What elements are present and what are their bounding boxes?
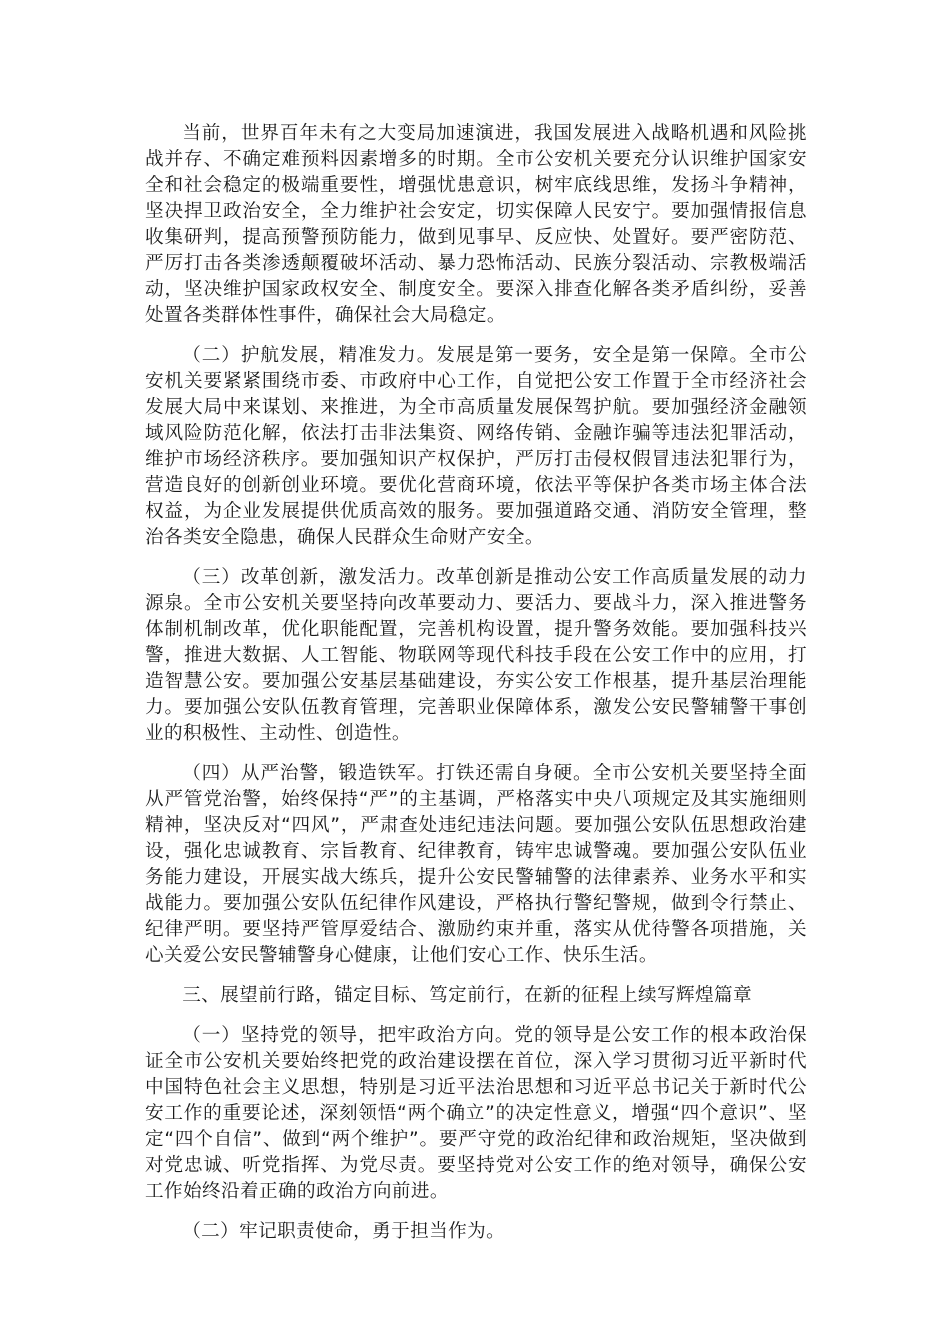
paragraph-party-leadership: （一）坚持党的领导，把牢政治方向。党的领导是公安工作的根本政治保证全市公安机关要始终把党的政治建设摆在首位，深入学习贯彻习近平新时代中国特色社会主义思想，特别是习近平法治思想和习近平总书记关于新时代公安工作的重要论述，深刻领悟“两个确立”的决定性意义，增强“四个意识”、坚定“四个自信”、做到“两个维护”。要严守党的政治纪律和政治规矩，坚决做到对党忠诚、听党指挥、为党尽责。要坚持党对公安工作的绝对领导，确保公安工作始终沿着正确的政治方向前进。 [145, 1025, 807, 1202]
paragraph-protect-development: （二）护航发展，精准发力。发展是第一要务，安全是第一保障。全市公安机关要紧紧围绕市委、市政府中心工作，自觉把公安工作置于全市经济社会发展大局中来谋划、来推进，为全市高质量发展保驾护航。要加强经济金融领域风险防范化解，依法打击非法集资、网络传销、金融诈骗等违法犯罪活动，维护市场经济秩序。要加强知识产权保护，严厉打击侵权假冒违法犯罪行为，营造良好的创新创业环境。要优化营商环境，依法平等保护各类市场主体合法权益，为企业发展提供优质高效的服务。要加强道路交通、消防安全管理，整治各类安全隐患，确保人民群众生命财产安全。 [145, 345, 807, 548]
section-heading-outlook: 三、展望前行路，锚定目标、笃定前行，在新的征程上续写辉煌篇章 [182, 985, 753, 1006]
paragraph-duty-mission: （二）牢记职责使命，勇于担当作为。 [182, 1221, 506, 1242]
paragraph-reform-innovation: （三）改革创新，激发活力。改革创新是推动公安工作高质量发展的动力源泉。全市公安机关要坚持向改革要动力、要活力、要战斗力，深入推进警务体制机制改革，优化职能配置，完善机构设置，提升警务效能。要加强科技兴警，推进大数据、人工智能、物联网等现代科技手段在公安工作中的应用，打造智慧公安。要加强公安基层基础建设，夯实公安工作根基，提升基层治理能力。要加强公安队伍教育管理，完善职业保障体系，激发公安民警辅警干事创业的积极性、主动性、创造性。 [145, 567, 807, 744]
paragraph-strict-governance: （四）从严治警，锻造铁军。打铁还需自身硬。全市公安机关要坚持全面从严管党治警，始终保持“严”的主基调，严格落实中央八项规定及其实施细则精神，坚决反对“四风”，严肃查处违纪违法问题。要加强公安队伍思想政治建设，强化忠诚教育、宗旨教育、纪律教育，铸牢忠诚警魂。要加强公安队伍业务能力建设，开展实战大练兵，提升公安民警辅警的法律素养、业务水平和实战能力。要加强公安队伍纪律作风建设，严格执行警纪警规，做到令行禁止、纪律严明。要坚持严管厚爱结合、激励约束并重，落实从优待警各项措施，关心关爱公安民警辅警身心健康，让他们安心工作、快乐生活。 [145, 763, 807, 966]
document-page [145, 121, 807, 1259]
paragraph-security-situation: 当前，世界百年未有之大变局加速演进，我国发展进入战略机遇和风险挑战并存、不确定难预料因素增多的时期。全市公安机关要充分认识维护国家安全和社会稳定的极端重要性，增强忧患意识，树牢底线思维，发扬斗争精神，坚决捍卫政治安全，全力维护社会安定，切实保障人民安宁。要加强情报信息收集研判，提高预警预防能力，做到见事早、反应快、处置好。要严密防范、严厉打击各类渗透颠覆破坏活动、暴力恐怖活动、民族分裂活动、宗教极端活动，坚决维护国家政权安全、制度安全。要深入排查化解各类矛盾纠纷，妥善处置各类群体性事件，确保社会大局稳定。 [145, 123, 807, 326]
